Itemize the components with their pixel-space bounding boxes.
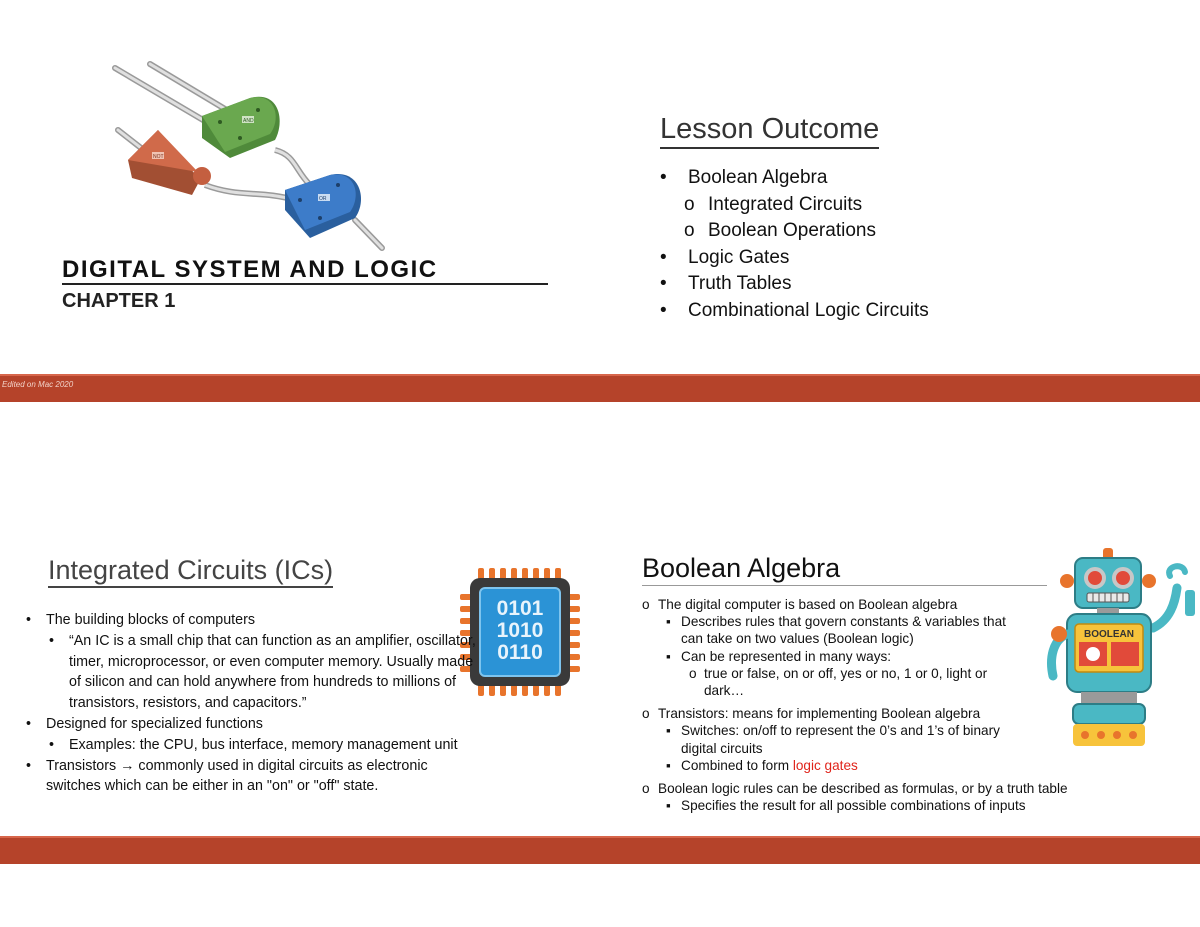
list-item-text: Specifies the result for all possible combinations of inputs <box>681 798 1026 814</box>
bullet-marker: o <box>642 597 650 612</box>
list-item-text: Switches: on/off to represent the 0’s and 1’s of binary digital circuits <box>681 723 1000 756</box>
sub-bullet-marker: o <box>684 220 695 242</box>
list-item <box>24 631 484 714</box>
list-item-text: Combined to form <box>681 757 793 773</box>
list-item-text: Examples: the CPU, bus interface, memory management unit <box>69 736 458 753</box>
or-gate-label: OR <box>319 196 327 202</box>
list-item <box>642 722 1062 756</box>
boolean-content <box>642 596 1068 814</box>
list-item-text: Integrated Circuits <box>708 193 863 215</box>
bullet-marker: o <box>642 706 650 722</box>
list-item <box>642 797 1062 814</box>
lesson-outcome-list <box>660 165 929 325</box>
bullet-marker: • <box>26 612 32 628</box>
list-item <box>24 756 484 798</box>
list-item-text: Can be represented in many ways: <box>681 648 892 664</box>
list-item-text: Combinational Logic Circuits <box>688 299 929 321</box>
chapter-label: CHAPTER 1 <box>62 290 176 312</box>
sub-bullet-marker: o <box>684 193 695 215</box>
list-item <box>642 596 1062 613</box>
bullet-marker: • <box>49 736 55 753</box>
ic-heading: Integrated Circuits (ICs) <box>48 556 333 588</box>
list-item-text: Designed for specialized functions <box>46 715 263 732</box>
list-item <box>660 192 929 219</box>
robot-badge-text: BOOLEAN <box>1084 629 1134 640</box>
bullet-marker: • <box>26 757 32 774</box>
boolean-heading: Boolean Algebra <box>642 553 841 583</box>
bullet-marker: ▪ <box>666 614 671 630</box>
bullet-marker: ▪ <box>666 648 671 664</box>
list-item-text: Describes rules that govern constants & variables that can take on two values (Boolean logic) <box>681 614 1006 647</box>
bullet-marker: • <box>660 246 667 268</box>
bullet-marker: o <box>642 781 650 797</box>
list-item <box>24 714 484 735</box>
list-item <box>642 780 1068 797</box>
highlight-text: logic gates <box>792 757 858 773</box>
list-item-text: commonly used in digital circuits as electronic switches which can be either in an "on" or "off" state. <box>46 757 428 795</box>
slide-title: DIGITAL SYSTEM AND LOGIC <box>62 256 438 283</box>
or-gate-icon <box>285 174 361 238</box>
list-item-text: Transistors <box>46 757 121 774</box>
chip-digits-row: 0110 <box>497 641 543 664</box>
list-item <box>660 271 929 298</box>
bullet-marker: o <box>689 665 697 681</box>
list-item <box>24 735 484 756</box>
list-item <box>660 218 929 245</box>
list-item-text: “An IC is a small chip that can function as an amplifier, oscillator, timer, microprocessor, or even computer memory. Usually made of silicon and can hold anywhere from hundreds to millions of transistors, resistors, and capacitors.” <box>69 632 476 712</box>
bullet-marker: ▪ <box>666 757 671 773</box>
slide-divider-bar <box>0 374 1200 402</box>
list-item-text: Truth Tables <box>688 273 792 295</box>
list-item-text: Boolean Algebra <box>688 167 828 188</box>
chip-digits-row: 1010 <box>496 619 544 642</box>
list-item-text: Boolean Operations <box>708 220 876 242</box>
ic-content <box>24 610 484 797</box>
list-item <box>642 705 1062 722</box>
not-gate-icon <box>128 130 211 195</box>
and-gate-label: AND <box>243 118 254 124</box>
bullet-marker: ▪ <box>666 798 671 814</box>
slide-divider-bar <box>0 836 1200 864</box>
bullet-marker: • <box>660 167 667 188</box>
title-underline <box>62 283 548 285</box>
not-gate-label: NOT <box>153 154 164 160</box>
bullet-marker: • <box>660 299 667 321</box>
bullet-marker: • <box>660 273 667 295</box>
list-item-text: The building blocks of computers <box>46 612 256 628</box>
footer-note: Edited on Mac 2020 <box>2 380 74 389</box>
list-item-text: true or false, on or off, yes or no, 1 or 0, light or dark… <box>704 665 988 699</box>
heading-rule <box>642 585 1047 586</box>
lesson-outcome-heading: Lesson Outcome <box>660 114 879 149</box>
list-item <box>660 245 929 272</box>
bullet-marker: ▪ <box>666 723 671 739</box>
list-item-text: The digital computer is based on Boolean algebra <box>658 597 958 612</box>
arrow-right-icon: → <box>120 757 135 774</box>
list-item <box>642 648 1062 665</box>
robot-icon <box>1045 548 1197 754</box>
bullet-marker: • <box>49 632 55 649</box>
list-item-text: Boolean logic rules can be described as formulas, or by a truth table <box>658 781 1068 797</box>
and-gate-icon <box>202 97 280 158</box>
list-item <box>24 610 484 631</box>
list-item <box>660 165 929 192</box>
chip-digits-row: 0101 <box>496 597 544 620</box>
list-item <box>660 298 929 325</box>
bullet-marker: • <box>26 715 32 732</box>
list-item-text: Logic Gates <box>688 246 790 268</box>
logic-gates-illustration <box>110 60 390 255</box>
list-item <box>642 613 1062 647</box>
list-item <box>642 757 1062 774</box>
list-item <box>642 665 1062 699</box>
list-item-text: Transistors: means for implementing Boolean algebra <box>658 706 981 722</box>
